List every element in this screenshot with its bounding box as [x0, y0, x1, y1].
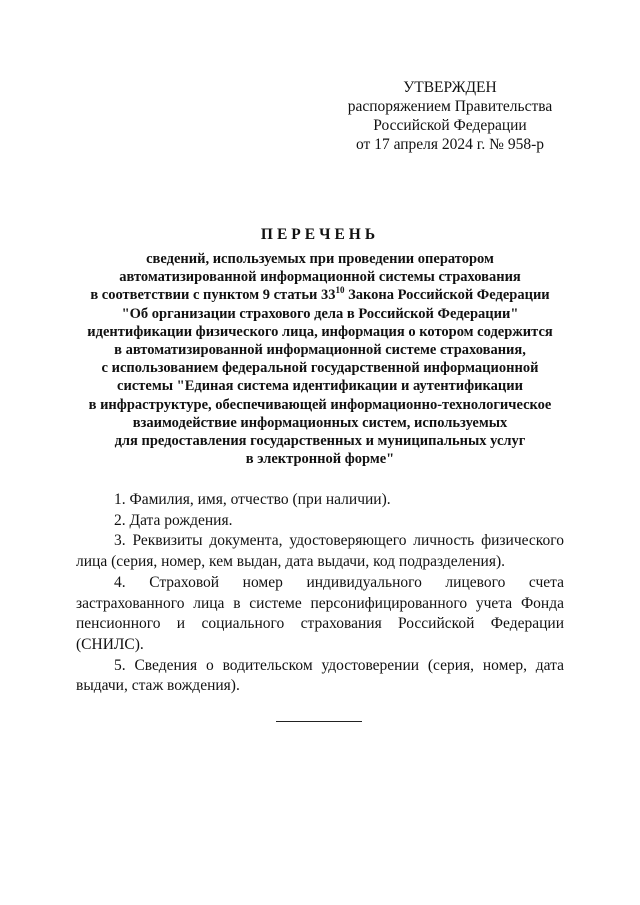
subtitle-line-3	[60, 286, 580, 304]
approval-line-3: от 17 апреля 2024 г. № 958-р	[356, 136, 544, 153]
subtitle-line-1: сведений, используемых при проведении оператором	[146, 251, 494, 267]
subtitle-line-11: для предоставления государственных и муниципальных услуг	[114, 433, 526, 450]
article-superscript: 10	[335, 285, 345, 296]
approval-line-1: распоряжением Правительства	[347, 98, 553, 115]
subtitle-line-8: системы "Единая система идентификации и аутентификации	[117, 378, 523, 395]
items-list	[76, 490, 564, 697]
subtitle-line-4: "Об организации страхового дела в Российской Федерации"	[121, 305, 519, 322]
list-item: 4. Страховой номер индивидуального лицевого счета застрахованного лица в системе персонифицированного учета Фонда пенсионного и социального страхования Российской Федерации (СНИЛС).	[76, 573, 564, 653]
subtitle-line-9: в инфраструктуре, обеспечивающей информационно-технологическое	[88, 396, 552, 413]
list-item: 3. Реквизиты документа, удостоверяющего личность физического лица (серия, номер, кем выдан, дата выдачи, код подразделения).	[76, 532, 564, 571]
subtitle-line-5: идентификации физического лица, информация о котором содержится	[87, 323, 553, 340]
document-subtitle	[60, 250, 580, 468]
list-item: 1. Фамилия, имя, отчество (при наличии).	[114, 491, 391, 508]
list-item: 5. Сведения о водительском удостоверении (серия, номер, дата выдачи, стаж вождения).	[76, 656, 564, 695]
approval-line-2: Российской Федерации	[373, 117, 527, 134]
subtitle-line-10: взаимодействие информационных систем, используемых	[132, 414, 508, 431]
subtitle-line-7: с использованием федеральной государственной информационной	[101, 360, 539, 377]
approval-block	[330, 78, 570, 154]
subtitle-line-2: автоматизированной информационной системы страхования	[119, 269, 521, 286]
document-title: ПЕРЕЧЕНЬ	[260, 226, 380, 243]
separator-line	[276, 721, 362, 722]
subtitle-line-3-end: Закона Российской Федерации	[344, 287, 550, 304]
subtitle-line-12: в электронной форме"	[245, 451, 395, 468]
approval-status: УТВЕРЖДЕН	[403, 79, 497, 96]
subtitle-line-3-start: в соответствии с пунктом 9 статьи 33	[90, 287, 336, 304]
subtitle-line-6: в автоматизированной информационной системе страхования,	[114, 342, 526, 359]
list-item: 2. Дата рождения.	[114, 511, 233, 529]
